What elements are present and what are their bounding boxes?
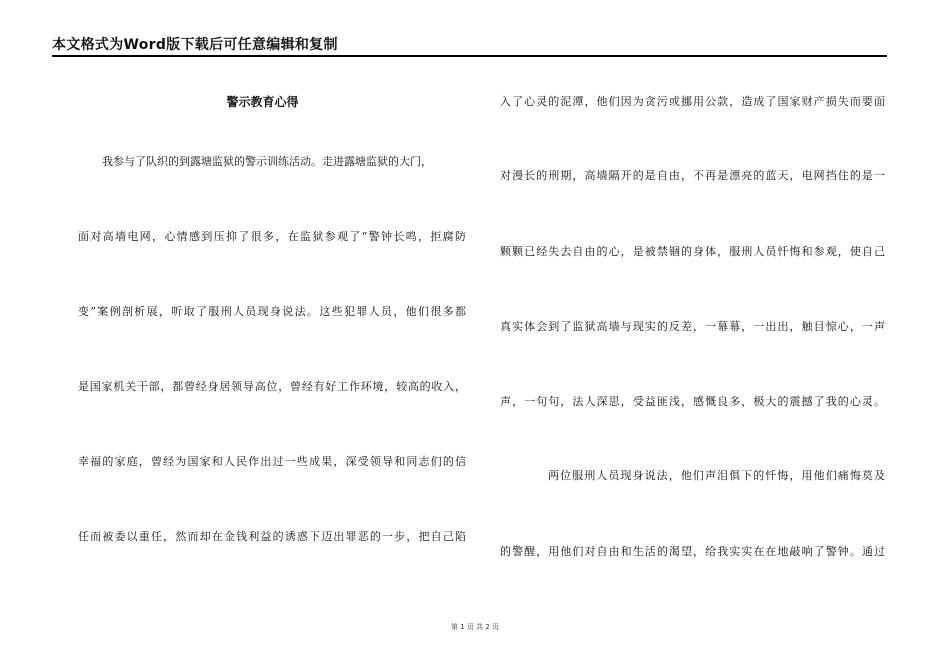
left-line-6: 任而被委以重任，然而却在金钱利益的诱惑下迈出罪恶的一步，把自己陷 (78, 530, 466, 543)
left-line-2: 面对高墙电网，心情感到压抑了很多，在监狱参观了“警钟长鸣，拒腐防 (78, 230, 466, 243)
page-number: 第 1 页 共 2 页 (450, 623, 500, 631)
right-line-1: 入了心灵的泥潭，他们因为贪污或挪用公款，造成了国家财产损失而要面 (500, 95, 885, 108)
right-line-2: 对漫长的刑期，高墙隔开的是自由，不再是漂亮的蓝天，电网挡住的是一 (500, 169, 885, 182)
right-line-5: 声，一句句，法人深思，受益匪浅，感慨良多，极大的震撼了我的心灵。 (500, 395, 885, 408)
left-line-1: 我参与了队织的到露塘监狱的警示训练活动。走进露塘监狱的大门， (102, 155, 432, 168)
right-line-3: 颗颗已经失去自由的心，是被禁锢的身体，服刑人员忏悔和参观，使自己 (500, 245, 885, 258)
right-line-7: 的警醒，用他们对自由和生活的渴望，给我实实在在地敲响了警钟。通过 (500, 545, 885, 558)
right-line-4: 真实体会到了监狱高墙与现实的反差，一幕幕，一出出，触目惊心，一声 (500, 320, 885, 333)
left-line-4: 是国家机关干部，都曾经身居领导高位，曾经有好工作环境，较高的收入， (78, 380, 466, 393)
page-header (52, 38, 887, 54)
header-title: 本文格式为Word版下载后可任意编辑和复制 (52, 37, 338, 53)
header-divider (52, 55, 887, 57)
left-line-5: 幸福的家庭，曾经为国家和人民作出过一些成果，深受领导和同志们的信 (78, 455, 466, 468)
right-line-6: 两位服刑人员现身说法，他们声泪俱下的忏悔，用他们痛悔莫及 (548, 469, 885, 482)
document-title: 警示教育心得 (226, 95, 299, 109)
left-line-3: 变”案例剖析展，听取了服刑人员现身说法。这些犯罪人员，他们很多都 (78, 305, 466, 318)
